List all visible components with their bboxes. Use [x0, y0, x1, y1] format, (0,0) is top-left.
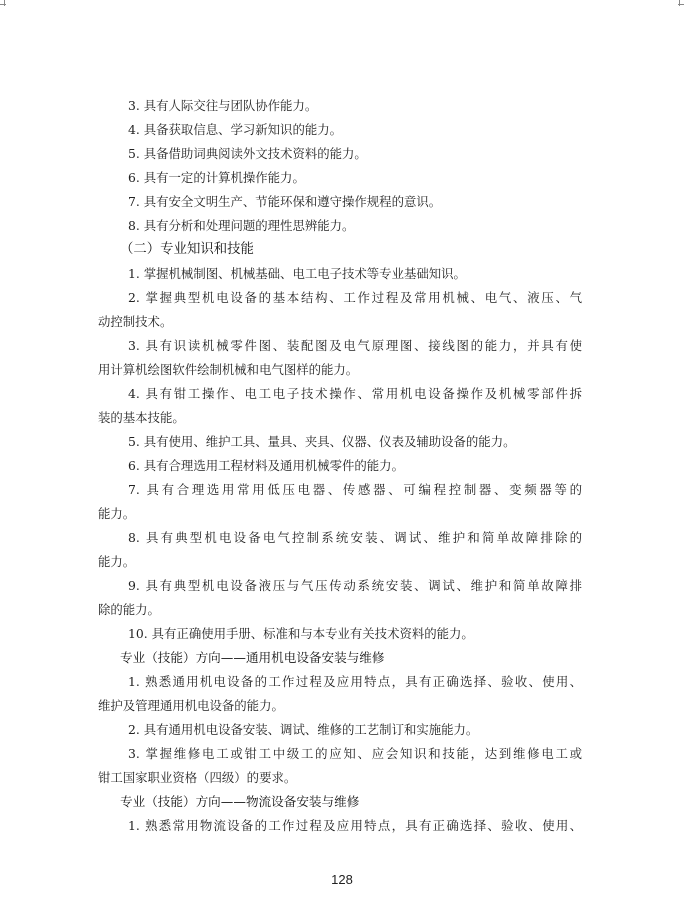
- paragraph-line: 2. 具有通用机电设备安装、调试、维修的工艺制订和实施能力。: [128, 722, 479, 737]
- crop-mark: [679, 0, 680, 6]
- page-number: 128: [331, 872, 353, 887]
- paragraph-line: 能力。: [98, 506, 136, 521]
- paragraph-line: 1. 熟悉常用物流设备的工作过程及应用特点，具有正确选择、验收、使用、: [128, 818, 582, 833]
- paragraph-line: 3. 掌握维修电工或钳工中级工的应知、应会知识和技能，达到维修电工或: [128, 746, 582, 761]
- paragraph-line: 4. 具备获取信息、学习新知识的能力。: [128, 122, 343, 137]
- crop-mark: [4, 0, 5, 6]
- paragraph-line: 6. 具有合理选用工程材料及通用机械零件的能力。: [128, 458, 404, 473]
- paragraph-line: 5. 具有使用、维护工具、量具、夹具、仪器、仪表及辅助设备的能力。: [128, 434, 516, 449]
- paragraph-line: 8. 具有典型机电设备电气控制系统安装、调试、维护和简单故障排除的: [128, 530, 582, 545]
- page-body: [98, 94, 582, 838]
- subsection-heading: 专业（技能）方向——通用机电设备安装与维修: [120, 650, 385, 665]
- paragraph-line: 10. 具有正确使用手册、标准和与本专业有关技术资料的能力。: [128, 626, 474, 641]
- paragraph-line: 3. 具有识读机械零件图、装配图及电气原理图、接线图的能力，并具有使: [128, 338, 582, 353]
- paragraph-line: 用计算机绘图软件绘制机械和电气图样的能力。: [98, 362, 359, 377]
- paragraph-line: 7. 具有合理选用常用低压电器、传感器、可编程控制器、变频器等的: [128, 482, 582, 497]
- paragraph-line: 8. 具有分析和处理问题的理性思辨能力。: [128, 218, 355, 233]
- paragraph-line: 装的基本技能。: [98, 410, 185, 425]
- paragraph-line: 能力。: [98, 554, 136, 569]
- crop-mark: [0, 4, 6, 5]
- paragraph-line: 2. 掌握典型机电设备的基本结构、工作过程及常用机械、电气、液压、气: [128, 290, 582, 305]
- paragraph-line: 7. 具有安全文明生产、节能环保和遵守操作规程的意识。: [128, 194, 442, 209]
- paragraph-line: 动控制技术。: [98, 314, 173, 329]
- paragraph-line: 维护及管理通用机电设备的能力。: [98, 698, 284, 713]
- subsection-heading: 专业（技能）方向——物流设备安装与维修: [120, 794, 360, 809]
- paragraph-line: 5. 具备借助词典阅读外文技术资料的能力。: [128, 146, 367, 161]
- paragraph-line: 钳工国家职业资格（四级）的要求。: [98, 770, 297, 785]
- section-heading: （二）专业知识和技能: [120, 242, 254, 257]
- paragraph-line: 1. 熟悉通用机电设备的工作过程及应用特点，具有正确选择、验收、使用、: [128, 674, 582, 689]
- paragraph-line: 1. 掌握机械制图、机械基础、电工电子技术等专业基础知识。: [128, 266, 466, 281]
- paragraph-line: 除的能力。: [98, 602, 160, 617]
- paragraph-line: 4. 具有钳工操作、电工电子技术操作、常用机电设备操作及机械零部件拆: [128, 386, 582, 401]
- paragraph-line: 6. 具有一定的计算机操作能力。: [128, 170, 305, 185]
- paragraph-line: 3. 具有人际交往与团队协作能力。: [128, 98, 318, 113]
- paragraph-line: 9. 具有典型机电设备液压与气压传动系统安装、调试、维护和简单故障排: [128, 578, 582, 593]
